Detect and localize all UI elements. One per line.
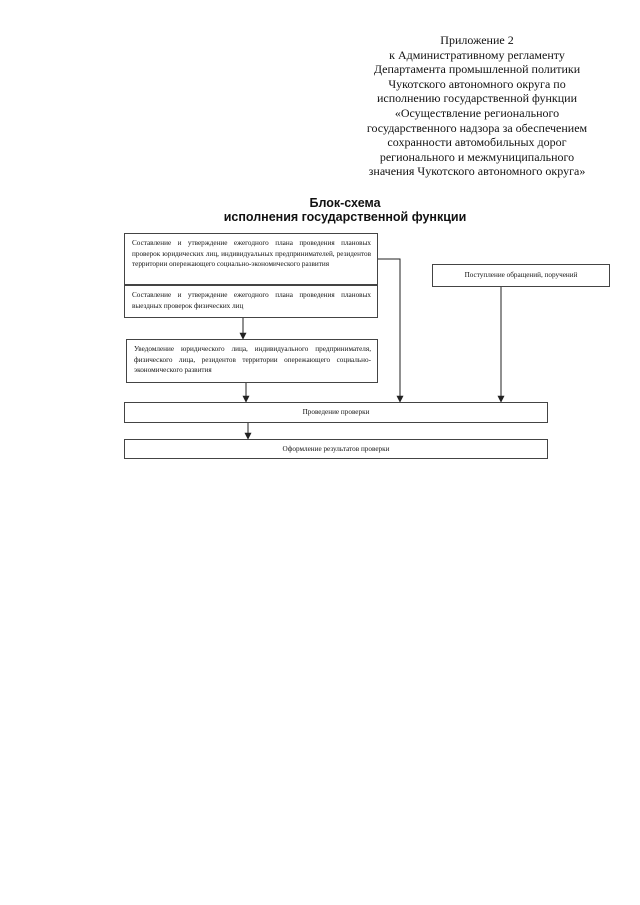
box-annual-plan-legal: Составление и утверждение ежегодного плана проведения плановых проверок юридических лиц, индивидуальных предпринимателей, резидентов территории опережающего социально-экономического развития bbox=[124, 233, 378, 285]
header-line: «Осуществление регионального bbox=[394, 105, 560, 120]
header-line: государственного надзора за обеспечением bbox=[366, 120, 588, 135]
box-conduct-inspection: Проведение проверки bbox=[124, 402, 548, 423]
header-line: исполнению государственной функции bbox=[376, 91, 578, 106]
header-line: к Административному регламенту bbox=[389, 47, 565, 62]
arrow-plan-to-inspection bbox=[378, 259, 400, 402]
header-line: сохранности автомобильных дорог bbox=[387, 135, 567, 150]
header-line: регионального и межмуниципального bbox=[379, 149, 575, 164]
box-incoming-requests: Поступление обращений, поручений bbox=[432, 264, 610, 287]
header-line: Приложение 2 bbox=[440, 33, 514, 47]
title-line-1: Блок-схема bbox=[309, 196, 381, 210]
title-line-2: исполнения государственной функции bbox=[223, 210, 467, 224]
box-registration-results: Оформление результатов проверки bbox=[124, 439, 548, 459]
header-line: Чукотского автономного округа по bbox=[388, 76, 566, 91]
box-annual-plan-field: Составление и утверждение ежегодного плана проведения плановых выездных проверок физических лиц bbox=[124, 285, 378, 318]
header-line: значения Чукотского автономного округа» bbox=[368, 164, 586, 179]
box-notification: Уведомление юридического лица, индивидуального предпринимателя, физического лица, резидентов территории опережающего социально-экономического развития bbox=[126, 339, 378, 383]
header-line: Департамента промышленной политики bbox=[373, 62, 581, 77]
